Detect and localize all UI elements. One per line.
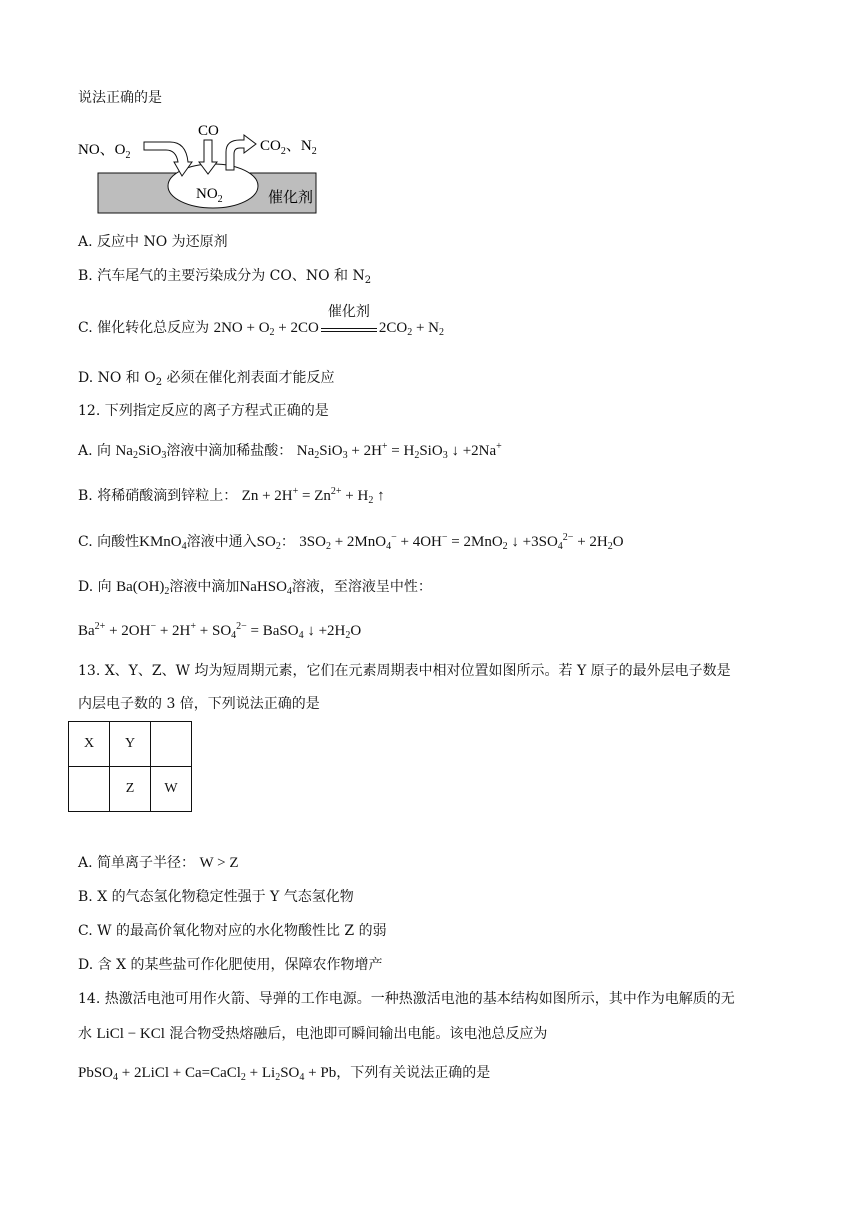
q14-stem-line1: 14. 热激活电池可用作火箭、导弹的工作电源。一种热激活电池的基本结构如图所示，其中作为电解质的无 (78, 991, 735, 1007)
svg-text:NO、O2: NO、$O_2$ (78, 142, 131, 161)
q13-stem-line1: 13. X、Y、Z、W 均为短周期元素，它们在元素周期表中相对位置如图所示。若 Y 原子的最外层电子数是 (78, 663, 731, 679)
q14-reaction: PbSO$_4$ + 2LiCl + Ca=CaCl$_2$ + $Li_2SO_4 + Pb$，下列有关说法正确的是 (78, 1065, 491, 1083)
co-label: CO (198, 123, 219, 139)
svg-text:NO2: $NO_2$ (196, 186, 223, 205)
catalyst-condition-arrow: 催化剂 (321, 320, 377, 332)
q11-option-c: C. 催化转化总反应为 $2NO + O_2 + 2CO$ 催化剂 $2CO_2 + N_2$ (78, 304, 444, 338)
no2-label: NO (196, 186, 218, 202)
cell-empty (151, 722, 192, 767)
periodic-table-fragment (68, 721, 192, 812)
cell-empty (69, 767, 110, 812)
svg-text:CO2、N2: $CO_2$、$N_2$ (260, 138, 317, 157)
intro-text: 说法正确的是 (78, 90, 162, 106)
catalytic-converter-diagram (78, 118, 338, 218)
catalyst-label: 催化剂 (268, 188, 314, 206)
q11-option-b: B. 汽车尾气的主要污染成分为 CO、NO 和 $N_2$ (78, 268, 372, 286)
products-label: CO (260, 138, 281, 154)
reactants-label: NO、O (78, 142, 126, 158)
q11-option-d: D. NO 和 $O_2$ 必须在催化剂表面才能反应 (78, 370, 335, 388)
q13-stem-line2: 内层电子数的 3 倍，下列说法正确的是 (78, 696, 320, 712)
reactant-arrow-icon (144, 142, 192, 176)
q12-option-d: D. 向 $Ba(OH)_2$溶液中滴加NaHSO$_4$溶液，至溶液呈中性： (78, 579, 432, 597)
q11-option-a: A. 反应中 NO 为还原剂 (78, 234, 228, 250)
q12-option-c: C. 向酸性KMnO$_4$溶液中通入$SO_2$： $3SO_2 + 2MnO_4^- + 4OH^- = 2MnO_2$ ↓ $+3SO_4^{2-} + 2H_2O$ (78, 532, 624, 552)
q13-option-a: A. 简单离子半径： W > Z (78, 855, 239, 871)
q13-option-d: D. 含 X 的某些盐可作化肥使用，保障农作物增产 (78, 957, 383, 973)
q12-stem: 12. 下列指定反应的离子方程式正确的是 (78, 403, 329, 419)
product-arrow-icon (226, 135, 256, 170)
cell-x: X (69, 722, 110, 767)
q13-option-c: C. W 的最高价氧化物对应的水化物酸性比 Z 的弱 (78, 923, 387, 939)
q12-option-a: A. 向 $Na_2SiO_3$溶液中滴加稀盐酸： $Na_2SiO_3 + 2H^+ = H_2SiO_3$ ↓ +2Na+ (78, 441, 502, 461)
q13-option-b: B. X 的气态氢化物稳定性强于 Y 气态氢化物 (78, 889, 354, 905)
cell-y: Y (110, 722, 151, 767)
q12-option-d-equation: $Ba^{2+} + 2OH^- + 2H^+ + SO_4^{2-}$ = BaSO$_4$ ↓ $+2H_2O$ (78, 621, 362, 641)
q12-option-b: B. 将稀硝酸滴到锌粒上： $Zn + 2H^+ = Zn^{2+} + H_2$ ↑ (78, 486, 385, 506)
cell-z: Z (110, 767, 151, 812)
q14-stem-line2: 水 LiCl − KCl 混合物受热熔融后，电池即可瞬间输出电能。该电池总反应为 (78, 1026, 548, 1042)
cell-w: W (151, 767, 192, 812)
